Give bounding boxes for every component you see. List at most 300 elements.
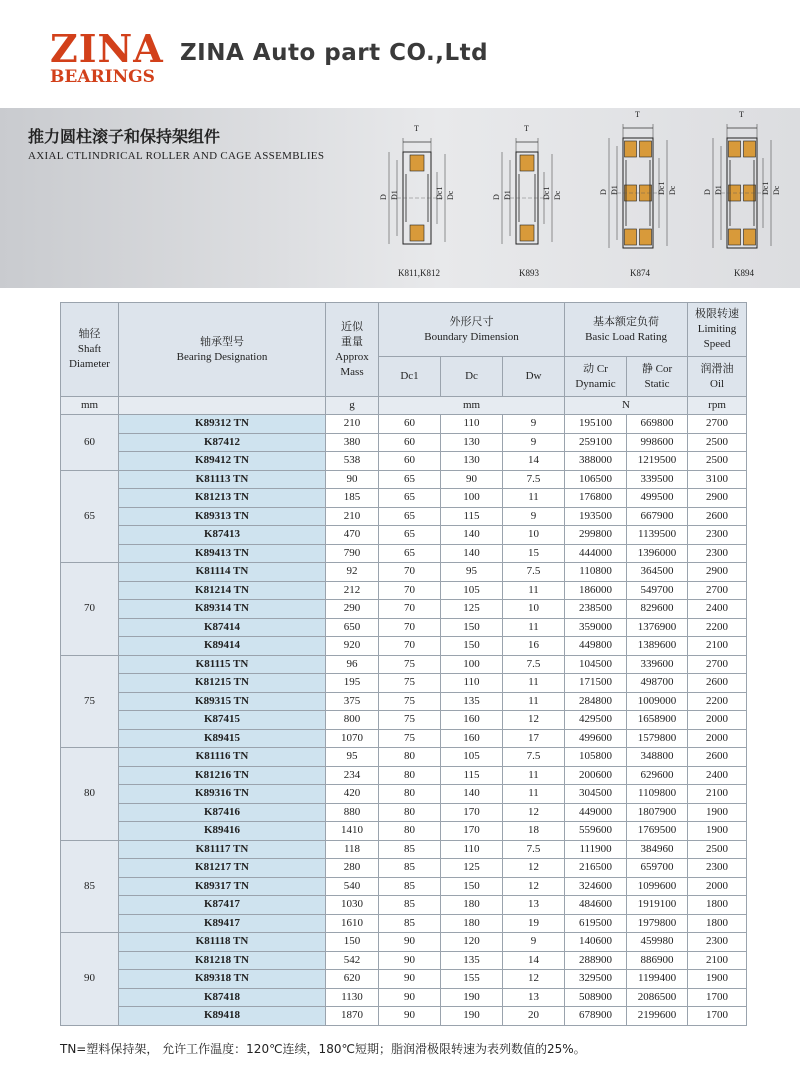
dw-cell: 11 [503, 489, 565, 508]
dynamic-load-cell: 193500 [565, 507, 627, 526]
dw-cell: 9 [503, 415, 565, 434]
dimension-letter: D1 [714, 185, 723, 195]
dc-cell: 90 [441, 470, 503, 489]
dc-cell: 180 [441, 914, 503, 933]
dw-cell: 9 [503, 433, 565, 452]
dynamic-load-cell: 449000 [565, 803, 627, 822]
oil-speed-cell: 2200 [688, 692, 747, 711]
designation-cell: K81113 TN [119, 470, 326, 489]
designation-cell: K89313 TN [119, 507, 326, 526]
designation-cell: K89417 [119, 914, 326, 933]
designation-cell: K81114 TN [119, 563, 326, 582]
mass-cell: 1130 [326, 988, 379, 1007]
oil-speed-cell: 2600 [688, 507, 747, 526]
header-shaft-en1: Shaft [77, 343, 102, 355]
dynamic-load-cell: 105800 [565, 748, 627, 767]
mass-cell: 185 [326, 489, 379, 508]
dc-cell: 130 [441, 433, 503, 452]
header-dim-en: Boundary Dimension [424, 330, 519, 343]
mass-cell: 880 [326, 803, 379, 822]
dw-cell: 14 [503, 452, 565, 471]
designation-cell: K89315 TN [119, 692, 326, 711]
oil-speed-cell: 1900 [688, 822, 747, 841]
oil-speed-cell: 2400 [688, 600, 747, 619]
designation-cell: K81116 TN [119, 748, 326, 767]
oil-speed-cell: 2300 [688, 859, 747, 878]
mass-cell: 210 [326, 415, 379, 434]
shaft-diameter-cell: 65 [61, 470, 119, 563]
header-cr-en: Dynamic [575, 377, 616, 390]
header-boundary-dimension [379, 303, 565, 357]
dw-cell: 11 [503, 618, 565, 637]
dynamic-load-cell: 388000 [565, 452, 627, 471]
header-cor-en: Static [644, 377, 670, 390]
zina-bearings-logo [50, 26, 164, 87]
dynamic-load-cell: 288900 [565, 951, 627, 970]
oil-speed-cell: 1900 [688, 970, 747, 989]
mass-cell: 1410 [326, 822, 379, 841]
dc1-cell: 60 [379, 452, 441, 471]
table-row [61, 581, 747, 600]
static-load-cell: 1009000 [627, 692, 688, 711]
dynamic-load-cell: 449800 [565, 637, 627, 656]
static-load-cell: 829600 [627, 600, 688, 619]
table-row [61, 988, 747, 1007]
oil-speed-cell: 2200 [688, 618, 747, 637]
table-row [61, 489, 747, 508]
table-row [61, 526, 747, 545]
table-row [61, 766, 747, 785]
dynamic-load-cell: 499600 [565, 729, 627, 748]
dynamic-load-cell: 259100 [565, 433, 627, 452]
dc-cell: 170 [441, 803, 503, 822]
designation-cell: K87413 [119, 526, 326, 545]
table-row [61, 507, 747, 526]
static-load-cell: 384960 [627, 840, 688, 859]
dw-cell: 11 [503, 785, 565, 804]
header-load-cn: 基本额定负荷 [593, 315, 660, 328]
designation-cell: K89314 TN [119, 600, 326, 619]
static-load-cell: 1139500 [627, 526, 688, 545]
dc1-cell: 75 [379, 711, 441, 730]
company-name: ZINA Auto part CO.,Ltd [180, 40, 489, 66]
mass-cell: 800 [326, 711, 379, 730]
mass-cell: 542 [326, 951, 379, 970]
mass-cell: 1070 [326, 729, 379, 748]
static-load-cell: 339500 [627, 470, 688, 489]
static-load-cell: 2086500 [627, 988, 688, 1007]
bearing-drawing-4 [684, 122, 800, 266]
dw-cell: 7.5 [503, 840, 565, 859]
oil-speed-cell: 2700 [688, 415, 747, 434]
dimension-letter: Dc1 [435, 186, 444, 200]
table-row [61, 803, 747, 822]
dimension-letter: D [599, 189, 608, 195]
mass-cell: 212 [326, 581, 379, 600]
table-row [61, 637, 747, 656]
shaft-diameter-cell: 75 [61, 655, 119, 748]
dc-cell: 150 [441, 637, 503, 656]
static-load-cell: 1219500 [627, 452, 688, 471]
dc1-cell: 65 [379, 489, 441, 508]
dynamic-load-cell: 324600 [565, 877, 627, 896]
mass-cell: 470 [326, 526, 379, 545]
dimension-letter: Dc [772, 185, 781, 195]
dynamic-load-cell: 110800 [565, 563, 627, 582]
dw-cell: 11 [503, 581, 565, 600]
mass-cell: 234 [326, 766, 379, 785]
dimension-letter: Dc1 [761, 181, 770, 195]
section-title-en: AXIAL CTLINDRICAL ROLLER AND CAGE ASSEMBLIES [28, 150, 325, 162]
header-bearing-designation [119, 303, 326, 397]
header-oil-cn: 润滑油 [700, 362, 734, 375]
header-speed-en1: Limiting [697, 323, 737, 335]
shaft-diameter-cell: 70 [61, 563, 119, 656]
bearing-drawing-3 [580, 122, 700, 266]
dw-cell: 11 [503, 766, 565, 785]
bearing-spec-rows [61, 415, 747, 1026]
drawing-label: K893 [519, 268, 539, 278]
dw-cell: 7.5 [503, 470, 565, 489]
unit-load: N [565, 397, 688, 415]
designation-cell: K87415 [119, 711, 326, 730]
mass-cell: 195 [326, 674, 379, 693]
dw-cell: 17 [503, 729, 565, 748]
dimension-letter: D [379, 194, 388, 200]
drawing-label: K874 [630, 268, 650, 278]
designation-cell: K89418 [119, 1007, 326, 1026]
mass-cell: 280 [326, 859, 379, 878]
header-static [627, 357, 688, 397]
dc1-cell: 75 [379, 729, 441, 748]
dimension-letter: D [703, 189, 712, 195]
dc-cell: 100 [441, 655, 503, 674]
dynamic-load-cell: 186000 [565, 581, 627, 600]
oil-speed-cell: 2500 [688, 452, 747, 471]
oil-speed-cell: 1800 [688, 914, 747, 933]
shaft-diameter-cell: 60 [61, 415, 119, 471]
designation-cell: K81216 TN [119, 766, 326, 785]
dc1-cell: 75 [379, 674, 441, 693]
header-dw: Dw [503, 357, 565, 397]
dimension-letter: T [739, 110, 744, 119]
dc-cell: 160 [441, 711, 503, 730]
dc1-cell: 80 [379, 785, 441, 804]
dynamic-load-cell: 484600 [565, 896, 627, 915]
header-oil [688, 357, 747, 397]
designation-cell: K89318 TN [119, 970, 326, 989]
logo-subtitle: BEARINGS [50, 67, 155, 87]
mass-cell: 540 [326, 877, 379, 896]
mass-cell: 620 [326, 970, 379, 989]
oil-speed-cell: 1900 [688, 803, 747, 822]
static-load-cell: 629600 [627, 766, 688, 785]
static-load-cell: 1109800 [627, 785, 688, 804]
dw-cell: 9 [503, 507, 565, 526]
dc-cell: 140 [441, 544, 503, 563]
dw-cell: 12 [503, 859, 565, 878]
dimension-letter: T [414, 124, 419, 133]
dc1-cell: 75 [379, 692, 441, 711]
dc1-cell: 90 [379, 1007, 441, 1026]
dw-cell: 7.5 [503, 748, 565, 767]
dynamic-load-cell: 284800 [565, 692, 627, 711]
mass-cell: 150 [326, 933, 379, 952]
header-oil-en: Oil [710, 377, 725, 390]
oil-speed-cell: 2300 [688, 526, 747, 545]
mass-cell: 1870 [326, 1007, 379, 1026]
dc1-cell: 65 [379, 544, 441, 563]
header-basic-load-rating [565, 303, 688, 357]
dynamic-load-cell: 111900 [565, 840, 627, 859]
dc-cell: 110 [441, 840, 503, 859]
dynamic-load-cell: 171500 [565, 674, 627, 693]
dc-cell: 120 [441, 933, 503, 952]
header-mass-cn2: 重量 [341, 335, 363, 348]
static-load-cell: 1979800 [627, 914, 688, 933]
mass-cell: 375 [326, 692, 379, 711]
table-row [61, 711, 747, 730]
mass-cell: 118 [326, 840, 379, 859]
section-title-cn: 推力圆柱滚子和保持架组件 [28, 127, 221, 146]
table-row [61, 970, 747, 989]
designation-cell: K81218 TN [119, 951, 326, 970]
designation-cell: K81215 TN [119, 674, 326, 693]
static-load-cell: 1769500 [627, 822, 688, 841]
header-mass-en2: Mass [340, 365, 364, 378]
static-load-cell: 1389600 [627, 637, 688, 656]
dc1-cell: 90 [379, 933, 441, 952]
oil-speed-cell: 2300 [688, 933, 747, 952]
table-row [61, 655, 747, 674]
dc1-cell: 60 [379, 415, 441, 434]
dynamic-load-cell: 508900 [565, 988, 627, 1007]
static-load-cell: 669800 [627, 415, 688, 434]
mass-cell: 650 [326, 618, 379, 637]
dc1-cell: 70 [379, 600, 441, 619]
static-load-cell: 1579800 [627, 729, 688, 748]
header-load-en: Basic Load Rating [585, 330, 667, 343]
dynamic-load-cell: 559600 [565, 822, 627, 841]
dc-cell: 105 [441, 748, 503, 767]
dynamic-load-cell: 304500 [565, 785, 627, 804]
bearing-spec-table-container [60, 302, 746, 1026]
oil-speed-cell: 2000 [688, 877, 747, 896]
logo-wordmark: ZINA [50, 26, 164, 71]
dimension-letter: D1 [610, 185, 619, 195]
dc1-cell: 70 [379, 618, 441, 637]
table-row [61, 729, 747, 748]
designation-cell: K89415 [119, 729, 326, 748]
oil-speed-cell: 3100 [688, 470, 747, 489]
mass-cell: 210 [326, 507, 379, 526]
static-load-cell: 364500 [627, 563, 688, 582]
oil-speed-cell: 2100 [688, 785, 747, 804]
oil-speed-cell: 2700 [688, 655, 747, 674]
dynamic-load-cell: 238500 [565, 600, 627, 619]
shaft-diameter-cell: 80 [61, 748, 119, 841]
dc1-cell: 85 [379, 914, 441, 933]
dynamic-load-cell: 216500 [565, 859, 627, 878]
static-load-cell: 549700 [627, 581, 688, 600]
table-row [61, 822, 747, 841]
header-mass-en1: Approx [335, 350, 369, 363]
static-load-cell: 667900 [627, 507, 688, 526]
dc1-cell: 90 [379, 970, 441, 989]
dc-cell: 190 [441, 1007, 503, 1026]
dc1-cell: 75 [379, 655, 441, 674]
table-row [61, 618, 747, 637]
oil-speed-cell: 1800 [688, 896, 747, 915]
header-shaft-diameter [61, 303, 119, 397]
oil-speed-cell: 2000 [688, 711, 747, 730]
header-cr-cn: 动 Cr [583, 362, 608, 375]
dw-cell: 10 [503, 600, 565, 619]
dc1-cell: 70 [379, 637, 441, 656]
header-approx-mass [326, 303, 379, 397]
dynamic-load-cell: 359000 [565, 618, 627, 637]
dimension-letter: Dc1 [657, 181, 666, 195]
oil-speed-cell: 1700 [688, 1007, 747, 1026]
table-row [61, 933, 747, 952]
dynamic-load-cell: 195100 [565, 415, 627, 434]
designation-cell: K89416 [119, 822, 326, 841]
static-load-cell: 1396000 [627, 544, 688, 563]
header-desig-en: Bearing Designation [176, 350, 268, 363]
dw-cell: 12 [503, 711, 565, 730]
header-desig-cn: 轴承型号 [200, 335, 244, 348]
dimension-letter: Dc1 [542, 186, 551, 200]
dw-cell: 10 [503, 526, 565, 545]
mass-cell: 538 [326, 452, 379, 471]
dynamic-load-cell: 104500 [565, 655, 627, 674]
dc1-cell: 85 [379, 896, 441, 915]
dc-cell: 140 [441, 785, 503, 804]
designation-cell: K89412 TN [119, 452, 326, 471]
dc-cell: 95 [441, 563, 503, 582]
dimension-letter: D1 [503, 190, 512, 200]
static-load-cell: 348800 [627, 748, 688, 767]
designation-cell: K87416 [119, 803, 326, 822]
table-row [61, 877, 747, 896]
dc-cell: 140 [441, 526, 503, 545]
dw-cell: 19 [503, 914, 565, 933]
dc1-cell: 70 [379, 581, 441, 600]
mass-cell: 1610 [326, 914, 379, 933]
designation-cell: K81213 TN [119, 489, 326, 508]
static-load-cell: 1807900 [627, 803, 688, 822]
dimension-letter: T [635, 110, 640, 119]
table-row [61, 840, 747, 859]
header-dim-cn: 外形尺寸 [449, 315, 494, 328]
unit-dimension: mm [379, 397, 565, 415]
table-row [61, 748, 747, 767]
dc-cell: 125 [441, 600, 503, 619]
dc1-cell: 90 [379, 988, 441, 1007]
dynamic-load-cell: 299800 [565, 526, 627, 545]
static-load-cell: 886900 [627, 951, 688, 970]
dc1-cell: 85 [379, 877, 441, 896]
designation-cell: K81118 TN [119, 933, 326, 952]
mass-cell: 95 [326, 748, 379, 767]
table-row [61, 452, 747, 471]
oil-speed-cell: 2700 [688, 581, 747, 600]
dc1-cell: 80 [379, 822, 441, 841]
dw-cell: 7.5 [503, 563, 565, 582]
designation-cell: K87414 [119, 618, 326, 637]
dc-cell: 115 [441, 766, 503, 785]
dc1-cell: 80 [379, 803, 441, 822]
dc-cell: 135 [441, 951, 503, 970]
dc-cell: 110 [441, 674, 503, 693]
section-banner [0, 108, 800, 288]
oil-speed-cell: 2900 [688, 489, 747, 508]
mass-cell: 380 [326, 433, 379, 452]
static-load-cell: 1919100 [627, 896, 688, 915]
dw-cell: 16 [503, 637, 565, 656]
dimension-letter: Dc [668, 185, 677, 195]
dc1-cell: 65 [379, 507, 441, 526]
static-load-cell: 659700 [627, 859, 688, 878]
designation-cell: K89312 TN [119, 415, 326, 434]
designation-cell: K89316 TN [119, 785, 326, 804]
designation-cell: K87417 [119, 896, 326, 915]
table-row [61, 674, 747, 693]
dw-cell: 9 [503, 933, 565, 952]
dw-cell: 11 [503, 674, 565, 693]
dc1-cell: 85 [379, 859, 441, 878]
oil-speed-cell: 2900 [688, 563, 747, 582]
dynamic-load-cell: 200600 [565, 766, 627, 785]
mass-cell: 420 [326, 785, 379, 804]
dw-cell: 13 [503, 896, 565, 915]
oil-speed-cell: 2600 [688, 748, 747, 767]
dc1-cell: 90 [379, 951, 441, 970]
dynamic-load-cell: 444000 [565, 544, 627, 563]
drawing-label: K811,K812 [398, 268, 440, 278]
designation-cell: K81214 TN [119, 581, 326, 600]
header-speed-cn: 极限转速 [695, 308, 740, 320]
dw-cell: 12 [503, 970, 565, 989]
dimension-letter: D [492, 194, 501, 200]
shaft-diameter-cell: 85 [61, 840, 119, 933]
oil-speed-cell: 2600 [688, 674, 747, 693]
mass-cell: 290 [326, 600, 379, 619]
dc-cell: 150 [441, 877, 503, 896]
designation-cell: K81217 TN [119, 859, 326, 878]
dc1-cell: 65 [379, 526, 441, 545]
dc-cell: 110 [441, 415, 503, 434]
page-header [0, 0, 800, 108]
unit-shaft: mm [61, 397, 119, 415]
designation-cell: K89414 [119, 637, 326, 656]
mass-cell: 1030 [326, 896, 379, 915]
dynamic-load-cell: 106500 [565, 470, 627, 489]
dw-cell: 11 [503, 692, 565, 711]
dc1-cell: 80 [379, 748, 441, 767]
static-load-cell: 1658900 [627, 711, 688, 730]
mass-cell: 96 [326, 655, 379, 674]
oil-speed-cell: 2400 [688, 766, 747, 785]
dc1-cell: 80 [379, 766, 441, 785]
table-row [61, 692, 747, 711]
dimension-letter: T [524, 124, 529, 133]
designation-cell: K87418 [119, 988, 326, 1007]
header-dynamic [565, 357, 627, 397]
dynamic-load-cell: 619500 [565, 914, 627, 933]
designation-cell: K81115 TN [119, 655, 326, 674]
designation-cell: K89413 TN [119, 544, 326, 563]
